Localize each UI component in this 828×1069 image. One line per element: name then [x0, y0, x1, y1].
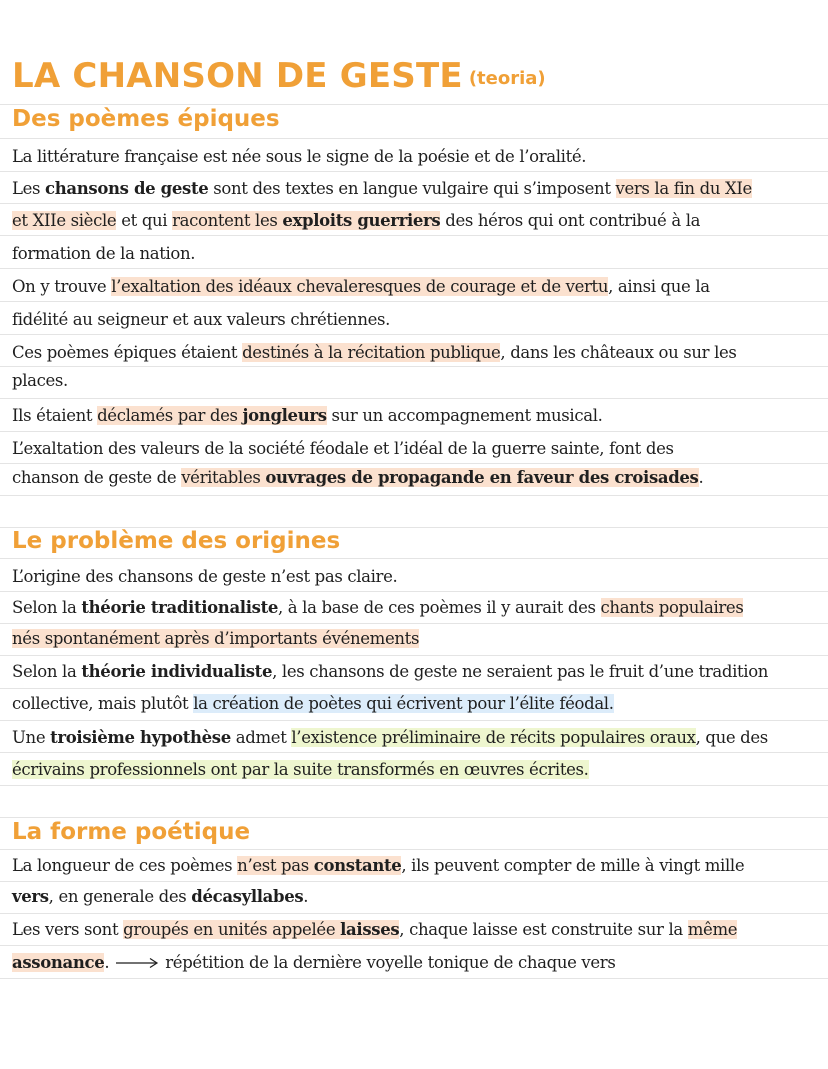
text-span: , chaque laisse est construite sur la: [399, 920, 688, 939]
title-main: LA CHANSON DE GESTE: [12, 56, 463, 96]
text-span: formation de la nation.: [12, 244, 196, 263]
text-span: Selon la: [12, 662, 82, 681]
bold-term: troisième hypothèse: [50, 728, 231, 747]
ruled-line: [0, 591, 828, 592]
text-span: , les chansons de geste ne seraient pas le fruit d’une tradition: [272, 662, 769, 681]
ruled-line: [0, 849, 828, 850]
ruled-line: [0, 945, 828, 946]
ruled-line: [0, 752, 828, 753]
ruled-line: [0, 398, 828, 399]
text-span: .: [303, 887, 309, 906]
ruled-line: [0, 334, 828, 335]
section-heading: La forme poétique: [12, 819, 251, 845]
text-span: , à la base de ces poèmes il y aurait des: [278, 598, 601, 617]
text-line: [12, 566, 397, 588]
text-line: [12, 405, 603, 427]
section-heading: Le problème des origines: [12, 528, 341, 554]
highlight: déclamés par des: [97, 406, 243, 425]
text-span: Les: [12, 179, 46, 198]
bold-term: ouvrages de propagande en faveur des croisades: [265, 468, 699, 487]
text-line: [12, 309, 390, 331]
text-line: [12, 952, 615, 974]
text-span: fidélité au seigneur et aux valeurs chrétiennes.: [12, 310, 391, 329]
text-span: répétition de la dernière voyelle tonique de chaque vers: [165, 953, 616, 972]
text-line: [12, 243, 195, 265]
ruled-line: [0, 785, 828, 786]
text-line: [12, 342, 737, 364]
ruled-line: [0, 817, 828, 818]
text-span: , dans les châteaux ou sur les: [500, 343, 737, 362]
text-line: [12, 727, 768, 749]
text-line: [12, 178, 752, 200]
highlight: écrivains professionnels ont par la suite transformés en œuvres écrites.: [12, 760, 589, 779]
highlight: chants populaires: [600, 598, 744, 617]
text-span: sur un accompagnement musical.: [326, 406, 603, 425]
ruled-line: [0, 688, 828, 689]
arrow-right-icon: [115, 957, 159, 969]
highlight: nés spontanément après d’importants événements: [12, 629, 420, 648]
text-line: [12, 210, 700, 232]
highlight: destinés à la récitation publique: [242, 343, 501, 362]
highlight: la création de poètes qui écrivent pour l’élite féodal.: [193, 694, 614, 713]
text-span: , que des: [695, 728, 768, 747]
text-line: [12, 597, 743, 619]
ruled-line: [0, 235, 828, 236]
text-span: , ainsi que la: [608, 277, 710, 296]
text-span: L’origine des chansons de geste n’est pas claire.: [12, 567, 398, 586]
bold-term: vers: [12, 887, 49, 906]
text-span: collective, mais plutôt: [12, 694, 194, 713]
ruled-line: [0, 720, 828, 721]
highlight: n’est pas: [237, 856, 314, 875]
text-span: On y trouve: [12, 277, 112, 296]
text-span: et qui: [116, 211, 173, 230]
ruled-line: [0, 881, 828, 882]
ruled-line: [0, 301, 828, 302]
ruled-line: [0, 655, 828, 656]
section-heading: Des poèmes épiques: [12, 106, 280, 132]
text-line: [12, 886, 308, 908]
bold-term: chansons de geste: [45, 179, 209, 198]
ruled-line: [0, 203, 828, 204]
ruled-line: [0, 138, 828, 139]
highlight: groupés en unités appelée: [123, 920, 341, 939]
bold-term: décasyllabes: [191, 887, 304, 906]
text-line: [12, 467, 703, 489]
ruled-line: [0, 978, 828, 979]
text-line: [12, 759, 589, 781]
text-line: [12, 276, 710, 298]
text-span: des héros qui ont contribué à la: [440, 211, 701, 230]
text-span: Selon la: [12, 598, 82, 617]
ruled-line: [0, 268, 828, 269]
highlight: racontent les: [172, 211, 283, 230]
ruled-line: [0, 623, 828, 624]
text-span: .: [698, 468, 704, 487]
ruled-line: [0, 463, 828, 464]
bold-term: jongleurs: [242, 406, 327, 425]
text-span: , ils peuvent compter de mille à vingt mille: [401, 856, 745, 875]
bold-term: assonance: [12, 953, 105, 972]
text-span: La littérature française est née sous le signe de la poésie et de l’oralité.: [12, 147, 587, 166]
text-line: [12, 693, 614, 715]
text-span: Une: [12, 728, 51, 747]
ruled-line: [0, 558, 828, 559]
highlight: même: [687, 920, 738, 939]
ruled-line: [0, 171, 828, 172]
ruled-line: [0, 913, 828, 914]
ruled-line: [0, 366, 828, 367]
highlight: véritables: [181, 468, 266, 487]
bold-term: constante: [313, 856, 402, 875]
text-span: La longueur de ces poèmes: [12, 856, 238, 875]
highlight: l’exaltation des idéaux chevaleresques de courage et de vertu: [111, 277, 609, 296]
text-span: .: [104, 953, 110, 972]
ruled-line: [0, 495, 828, 496]
ruled-line: [0, 431, 828, 432]
text-span: Ils étaient: [12, 406, 98, 425]
bold-term: exploits guerriers: [282, 211, 441, 230]
bold-term: théorie traditionaliste: [81, 598, 278, 617]
text-span: , en generale des: [48, 887, 192, 906]
highlight: l’existence préliminaire de récits populaires oraux: [291, 728, 696, 747]
text-line: [12, 438, 674, 460]
text-span: chanson de geste de: [12, 468, 182, 487]
text-span: places.: [12, 371, 68, 390]
text-span: Les vers sont: [12, 920, 124, 939]
bold-term: théorie individualiste: [81, 662, 273, 681]
text-span: admet: [230, 728, 292, 747]
page-title: [12, 56, 546, 96]
highlight: et XIIe siècle: [12, 211, 117, 230]
text-line: [12, 661, 768, 683]
highlight: vers la fin du XIe: [615, 179, 752, 198]
text-line: [12, 919, 737, 941]
bold-term: laisses: [340, 920, 400, 939]
text-line: [12, 855, 744, 877]
ruled-line: [0, 104, 828, 105]
text-line: [12, 146, 586, 168]
text-span: Ces poèmes épiques étaient: [12, 343, 243, 362]
text-line: [12, 370, 68, 392]
title-sub: (teoria): [468, 68, 546, 89]
text-line: [12, 628, 419, 650]
text-span: L’exaltation des valeurs de la société féodale et l’idéal de la guerre sainte, font des: [12, 439, 674, 458]
text-span: sont des textes en langue vulgaire qui s’imposent: [208, 179, 616, 198]
